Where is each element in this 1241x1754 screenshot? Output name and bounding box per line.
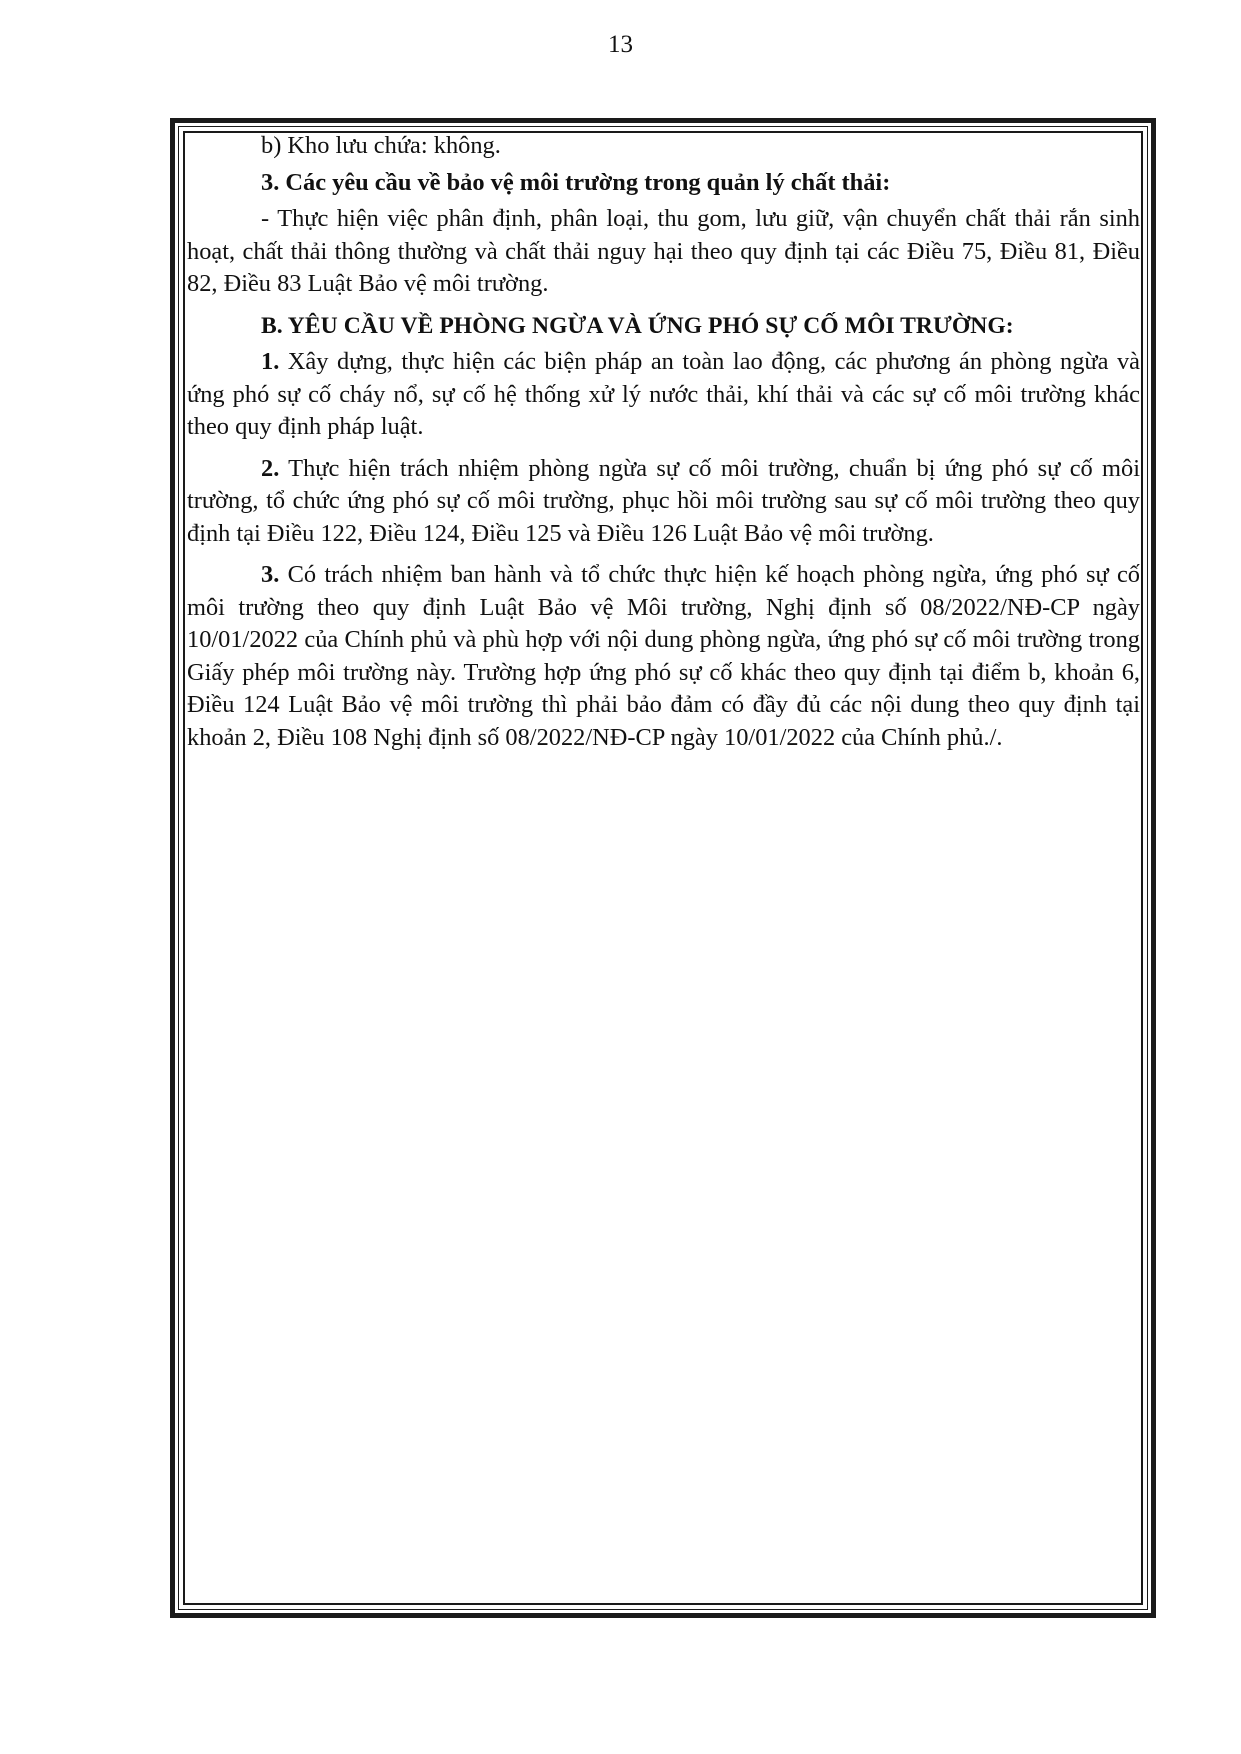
item-1-number: 1.	[261, 348, 280, 375]
section-b-heading: B. YÊU CẦU VỀ PHÒNG NGỪA VÀ ỨNG PHÓ SỰ CỐ MÔI TRƯỜNG:	[261, 312, 1014, 339]
item-2-text: Thực hiện trách nhiệm phòng ngừa sự cố môi trường, chuẩn bị ứng phó sự cố môi trường, tổ chức ứng phó sự cố môi trường, phục hồi môi trường sau sự cố môi trường theo quy định tại Điều 122, Điều 124, Điều 125 và Điều 126 Luật Bảo vệ môi trường.	[187, 454, 1140, 547]
prevention-item-2	[187, 453, 1140, 551]
item-1-text: Xây dựng, thực hiện các biện pháp an toàn lao động, các phương án phòng ngừa và ứng phó sự cố cháy nổ, sự cố hệ thống xử lý nước thải, khí thải và các sự cố môi trường khác theo quy định pháp luật.	[187, 348, 1140, 440]
document-body	[187, 130, 1140, 763]
item-3-text: Có trách nhiệm ban hành và tổ chức thực hiện kế hoạch phòng ngừa, ứng phó sự cố môi trường theo quy định Luật Bảo vệ Môi trường, Nghị định số 08/2022/NĐ-CP ngày 10/01/2022 của Chính phủ và phù hợp với nội dung phòng ngừa, ứng phó sự cố môi trường trong Giấy phép môi trường này. Trường hợp ứng phó sự cố khác theo quy định tại điểm b, khoản 6, Điều 124 Luật Bảo vệ môi trường thì phải bảo đảm có đầy đủ các nội dung theo quy định tại khoản 2, Điều 108 Nghị định số 08/2022/NĐ-CP ngày 10/01/2022 của Chính phủ./.	[187, 561, 1140, 751]
waste-requirements-heading: 3. Các yêu cầu về bảo vệ môi trường trong quản lý chất thải:	[261, 168, 891, 196]
page-number: 13	[608, 31, 633, 58]
storage-line: b) Kho lưu chứa: không.	[261, 132, 501, 159]
item-3-number: 3.	[261, 561, 280, 588]
prevention-item-3	[187, 559, 1140, 754]
waste-paragraph: - Thực hiện việc phân định, phân loại, thu gom, lưu giữ, vận chuyển chất thải rắn sinh hoạt, chất thải thông thường và chất thải nguy hại theo quy định tại các Điều 75, Điều 81, Điều 82, Điều 83 Luật Bảo vệ môi trường.	[187, 205, 1140, 297]
prevention-item-1	[187, 346, 1140, 444]
item-2-number: 2.	[261, 454, 280, 482]
